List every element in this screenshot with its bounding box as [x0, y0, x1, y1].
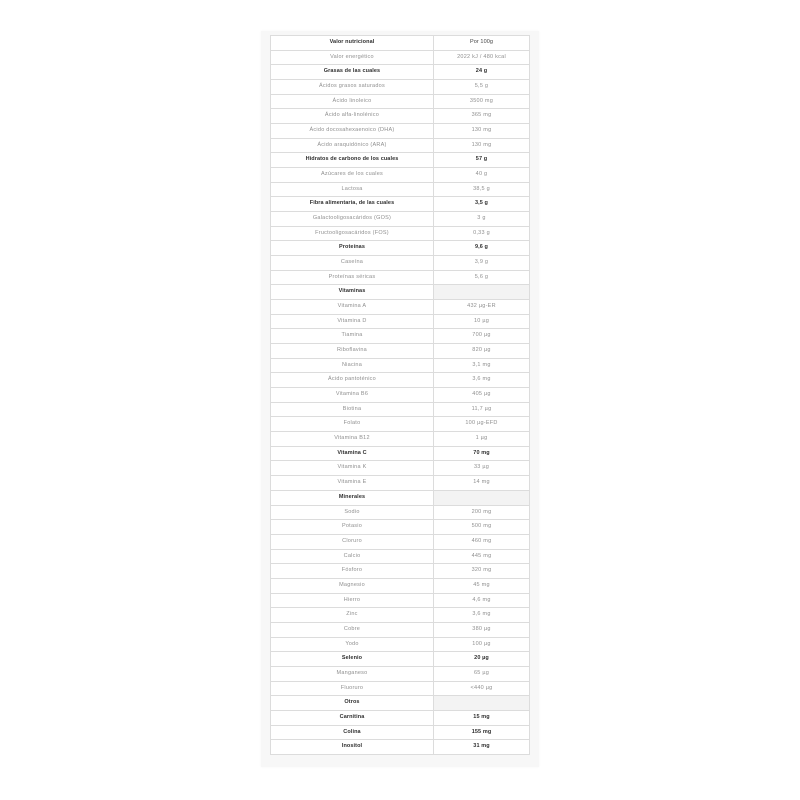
- nutrient-value: 24 g: [434, 65, 530, 79]
- nutrient-value: 40 g: [434, 168, 530, 182]
- nutrient-name: Biotina: [271, 403, 434, 417]
- table-row: [271, 594, 530, 609]
- nutrient-name: Otros: [271, 696, 434, 710]
- table-row: [271, 520, 530, 535]
- table-row: [271, 506, 530, 521]
- nutrient-name: Ácido alfa-linolénico: [271, 109, 434, 123]
- nutrient-value: 3 g: [434, 212, 530, 226]
- table-row: [271, 667, 530, 682]
- nutrient-name: Azúcares de los cuales: [271, 168, 434, 182]
- nutrient-value: 380 µg: [434, 623, 530, 637]
- nutrient-value: 130 mg: [434, 139, 530, 153]
- nutrient-name: Fibra alimentaria, de las cuales: [271, 197, 434, 211]
- nutrient-name: Vitamina A: [271, 300, 434, 314]
- table-row: [271, 329, 530, 344]
- nutrient-name: Vitaminas: [271, 285, 434, 299]
- nutrient-name: Magnesio: [271, 579, 434, 593]
- table-row: [271, 652, 530, 667]
- nutrient-value: 5,6 g: [434, 271, 530, 285]
- nutrient-value: 3,6 mg: [434, 373, 530, 387]
- table-row: [271, 388, 530, 403]
- nutrient-value: 15 mg: [434, 711, 530, 725]
- table-row: [271, 461, 530, 476]
- nutrient-name: Caseína: [271, 256, 434, 270]
- nutrient-name: Vitamina K: [271, 461, 434, 475]
- nutrient-value: 365 mg: [434, 109, 530, 123]
- nutrient-value: [434, 285, 530, 299]
- nutrient-value: 9,6 g: [434, 241, 530, 255]
- nutrient-name: Folato: [271, 417, 434, 431]
- nutrient-value: 31 mg: [434, 740, 530, 754]
- nutrient-value: 38,5 g: [434, 183, 530, 197]
- table-row: [271, 285, 530, 300]
- nutrient-value: 57 g: [434, 153, 530, 167]
- nutrient-name: Ácido linoleico: [271, 95, 434, 109]
- nutrient-name: Vitamina D: [271, 315, 434, 329]
- table-row: [271, 271, 530, 286]
- nutrient-name: Fósforo: [271, 564, 434, 578]
- nutrition-table: [270, 35, 530, 755]
- nutrient-value: 3,1 mg: [434, 359, 530, 373]
- nutrient-value: 820 µg: [434, 344, 530, 358]
- nutrient-name: Minerales: [271, 491, 434, 505]
- table-row: [271, 373, 530, 388]
- table-row: [271, 51, 530, 66]
- nutrient-name: Colina: [271, 726, 434, 740]
- table-row: [271, 740, 530, 755]
- nutrient-value: 14 mg: [434, 476, 530, 490]
- nutrient-value: 460 mg: [434, 535, 530, 549]
- nutrient-value: [434, 696, 530, 710]
- nutrient-value: 10 µg: [434, 315, 530, 329]
- nutrient-value: 445 mg: [434, 550, 530, 564]
- table-row: [271, 491, 530, 506]
- nutrient-name: Vitamina B12: [271, 432, 434, 446]
- nutrient-value: 100 µg-EFD: [434, 417, 530, 431]
- header-nutrient-label: Valor nutricional: [271, 36, 434, 50]
- nutrient-name: Manganeso: [271, 667, 434, 681]
- nutrient-name: Fructooligosacáridos (FOS): [271, 227, 434, 241]
- table-row: [271, 241, 530, 256]
- table-row: [271, 550, 530, 565]
- nutrient-value: 700 µg: [434, 329, 530, 343]
- nutrient-name: Lactosa: [271, 183, 434, 197]
- table-row: [271, 564, 530, 579]
- nutrient-name: Yodo: [271, 638, 434, 652]
- table-header-row: [271, 36, 530, 51]
- table-row: [271, 65, 530, 80]
- nutrient-value: 5,5 g: [434, 80, 530, 94]
- nutrient-name: Proteínas séricas: [271, 271, 434, 285]
- nutrient-value: 130 mg: [434, 124, 530, 138]
- nutrient-name: Ácido araquidónico (ARA): [271, 139, 434, 153]
- nutrient-value: 3,5 g: [434, 197, 530, 211]
- nutrient-value: 0,33 g: [434, 227, 530, 241]
- nutrient-value: 405 µg: [434, 388, 530, 402]
- nutrient-name: Galactooligosacáridos (GOS): [271, 212, 434, 226]
- nutrient-name: Cobre: [271, 623, 434, 637]
- nutrient-value: 200 mg: [434, 506, 530, 520]
- nutrient-value: 432 µg-ER: [434, 300, 530, 314]
- nutrient-name: Tiamina: [271, 329, 434, 343]
- nutrient-name: Hierro: [271, 594, 434, 608]
- table-row: [271, 682, 530, 697]
- table-row: [271, 417, 530, 432]
- table-row: [271, 432, 530, 447]
- table-row: [271, 623, 530, 638]
- table-row: [271, 638, 530, 653]
- nutrient-value: 155 mg: [434, 726, 530, 740]
- nutrient-name: Vitamina B6: [271, 388, 434, 402]
- nutrient-value: 3500 mg: [434, 95, 530, 109]
- nutrient-value: 45 mg: [434, 579, 530, 593]
- nutrient-name: Vitamina C: [271, 447, 434, 461]
- nutrient-value: 100 µg: [434, 638, 530, 652]
- nutrient-value: 4,6 mg: [434, 594, 530, 608]
- nutrient-value: <440 µg: [434, 682, 530, 696]
- nutrient-value: 3,6 mg: [434, 608, 530, 622]
- table-row: [271, 726, 530, 741]
- nutrient-name: Selenio: [271, 652, 434, 666]
- nutrient-value: 3,9 g: [434, 256, 530, 270]
- table-row: [271, 80, 530, 95]
- table-row: [271, 344, 530, 359]
- nutrient-value: 1 µg: [434, 432, 530, 446]
- nutrient-name: Niacina: [271, 359, 434, 373]
- nutrient-value: 320 mg: [434, 564, 530, 578]
- nutrient-value: 2022 kJ / 480 kcal: [434, 51, 530, 65]
- nutrient-value: [434, 491, 530, 505]
- table-row: [271, 447, 530, 462]
- nutrient-name: Grasas de las cuales: [271, 65, 434, 79]
- nutrient-name: Inositol: [271, 740, 434, 754]
- table-row: [271, 168, 530, 183]
- table-row: [271, 711, 530, 726]
- table-row: [271, 359, 530, 374]
- table-row: [271, 579, 530, 594]
- header-value-label: Por 100g: [434, 36, 530, 50]
- nutrient-name: Carnitina: [271, 711, 434, 725]
- nutrient-name: Zinc: [271, 608, 434, 622]
- table-row: [271, 139, 530, 154]
- nutrient-name: Ácido pantoténico: [271, 373, 434, 387]
- nutrient-value: 33 µg: [434, 461, 530, 475]
- nutrient-value: 500 mg: [434, 520, 530, 534]
- table-row: [271, 197, 530, 212]
- table-row: [271, 315, 530, 330]
- nutrient-name: Valor energético: [271, 51, 434, 65]
- nutrient-name: Riboflavina: [271, 344, 434, 358]
- table-row: [271, 124, 530, 139]
- nutrient-name: Vitamina E: [271, 476, 434, 490]
- nutrient-value: 11,7 µg: [434, 403, 530, 417]
- nutrient-name: Calcio: [271, 550, 434, 564]
- nutrient-value: 65 µg: [434, 667, 530, 681]
- nutrient-name: Fluoruro: [271, 682, 434, 696]
- table-row: [271, 403, 530, 418]
- table-row: [271, 95, 530, 110]
- nutrient-name: Cloruro: [271, 535, 434, 549]
- nutrient-value: 20 µg: [434, 652, 530, 666]
- nutrient-name: Potasio: [271, 520, 434, 534]
- table-row: [271, 212, 530, 227]
- table-row: [271, 696, 530, 711]
- table-row: [271, 256, 530, 271]
- nutrient-value: 70 mg: [434, 447, 530, 461]
- table-row: [271, 183, 530, 198]
- table-row: [271, 535, 530, 550]
- nutrient-name: Ácidos grasos saturados: [271, 80, 434, 94]
- table-row: [271, 300, 530, 315]
- nutrient-name: Ácido docosahexaenoico (DHA): [271, 124, 434, 138]
- table-row: [271, 476, 530, 491]
- table-row: [271, 109, 530, 124]
- nutrient-name: Sodio: [271, 506, 434, 520]
- nutrient-name: Proteínas: [271, 241, 434, 255]
- table-row: [271, 227, 530, 242]
- nutrient-name: Hidratos de carbono de los cuales: [271, 153, 434, 167]
- table-row: [271, 153, 530, 168]
- table-row: [271, 608, 530, 623]
